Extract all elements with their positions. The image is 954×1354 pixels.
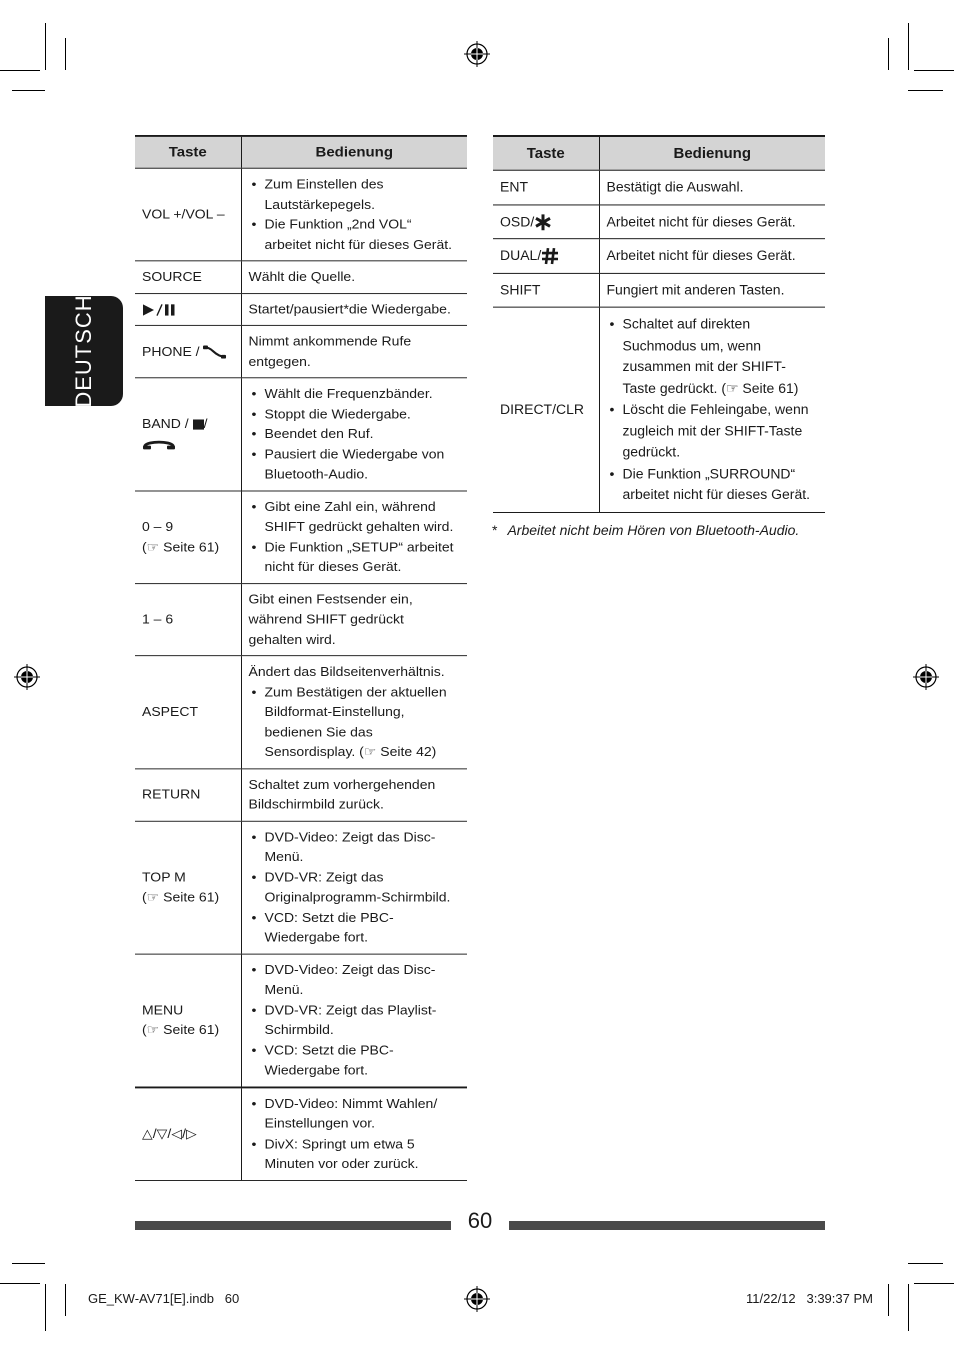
key-cell [493, 307, 599, 512]
key-label: MENU [142, 1001, 184, 1017]
table-row [493, 170, 825, 204]
slug-timestamp: 11/22/12 3:39:37 PM [746, 1291, 873, 1306]
stop-icon [193, 419, 204, 429]
table-row [135, 293, 467, 325]
key-label: OSD/ [500, 212, 535, 229]
page-bar-right [509, 1221, 825, 1230]
registration-mark-icon [13, 663, 41, 691]
hash-icon [541, 247, 559, 265]
operation-bullet: • Wählt die Frequenzbänder. [249, 384, 462, 404]
key-label: SHIFT [500, 281, 541, 298]
operation-text: Arbeitet nicht für dieses Gerät. [606, 247, 796, 263]
page-reference: (☞ Seite 61) [142, 1021, 220, 1037]
crop-mark [914, 70, 954, 71]
key-cell [135, 491, 241, 584]
key-table-left [135, 135, 467, 1181]
crop-mark [914, 1283, 954, 1284]
key-label: VOL +/VOL – [142, 206, 225, 222]
column-header-operation: Bedienung [599, 136, 825, 170]
operation-bullet: • Die Funktion „SURROUND“ arbeitet nicht für dieses Gerät. [607, 463, 820, 506]
key-label: DUAL/ [500, 247, 542, 263]
operation-cell [599, 204, 825, 238]
key-label: ASPECT [142, 703, 199, 719]
table-row [135, 954, 467, 1087]
asterisk-icon [534, 213, 552, 231]
table-row [135, 378, 467, 491]
table-row [493, 239, 825, 273]
phone-call-icon [203, 346, 227, 359]
key-label: △/▽/◁/▷ [142, 1125, 197, 1141]
key-label: RETURN [142, 786, 201, 802]
operation-cell [241, 1087, 467, 1180]
table-row [493, 307, 825, 512]
page-bar-left [135, 1221, 451, 1230]
operation-cell [599, 239, 825, 273]
slug-file-info: GE_KW-AV71[E].indb 60 [88, 1291, 240, 1306]
operation-bullet: • Zum Einstellen des Lautstärkepegels. [249, 174, 462, 214]
operation-bullet: • VCD: Setzt die PBC-Wiedergabe fort. [249, 907, 462, 947]
operation-cell [241, 261, 467, 293]
operation-cell [241, 768, 467, 820]
crop-mark [888, 38, 889, 70]
operation-bullet: • Gibt eine Zahl ein, während SHIFT gedrückt gehalten wird. [249, 497, 462, 537]
crop-mark [888, 1284, 889, 1316]
crop-mark [908, 23, 909, 70]
key-cell [135, 954, 241, 1087]
key-separator: / [203, 415, 208, 431]
table-row [135, 821, 467, 954]
page-reference: (☞ Seite 61) [142, 889, 220, 905]
operation-bullet: • Die Funktion „SETUP“ arbeitet nicht für dieses Gerät. [249, 537, 462, 577]
operation-bullet: • Schaltet auf direkten Suchmodus um, wenn zusammen mit der SHIFT-Taste gedrückt. (☞ Seite 61) [607, 314, 820, 399]
table-row [135, 1087, 467, 1180]
crop-mark [65, 1284, 66, 1316]
crop-mark [908, 1284, 909, 1331]
play-pause-icon [142, 303, 176, 316]
crop-mark [0, 70, 40, 71]
key-cell [135, 168, 241, 261]
key-label: DIRECT/CLR [500, 401, 585, 418]
column-header-key: Taste [135, 136, 241, 168]
footnote-marker: * [492, 522, 498, 538]
operation-cell [241, 821, 467, 954]
key-cell [135, 656, 241, 769]
key-label: TOP M [142, 868, 186, 884]
operation-text: Wählt die Quelle. [248, 268, 356, 284]
key-cell [135, 325, 241, 377]
operation-bullet: • VCD: Setzt die PBC-Wiedergabe fort. [249, 1040, 462, 1080]
crop-mark [45, 1284, 46, 1331]
operation-bullet: • DVD-Video: Zeigt das Disc-Menü. [249, 827, 462, 867]
key-cell [493, 273, 599, 307]
page-reference: (☞ Seite 61) [142, 538, 220, 554]
key-label: 0 – 9 [142, 518, 174, 534]
operation-text: Schaltet zum vorhergehenden Bildschirmbild zurück. [248, 776, 436, 812]
key-cell [135, 821, 241, 954]
crop-mark [65, 38, 66, 70]
table-row [135, 325, 467, 377]
operation-cell [599, 170, 825, 204]
key-cell [135, 378, 241, 491]
operation-bullet: • DivX: Springt um etwa 5 Minuten vor oder zurück. [249, 1134, 462, 1174]
operation-bullet: • Beendet den Ruf. [249, 424, 462, 444]
table-row [135, 168, 467, 261]
column-header-operation: Bedienung [241, 136, 467, 168]
key-label: BAND / [142, 415, 189, 431]
column-header-key: Taste [493, 136, 599, 170]
operation-bullet: • Die Funktion „2nd VOL“ arbeitet nicht für dieses Gerät. [249, 215, 462, 255]
registration-mark-icon [463, 40, 491, 68]
key-cell [135, 293, 241, 325]
table-header-row [135, 136, 467, 168]
operation-cell [241, 491, 467, 584]
table-row [493, 273, 825, 307]
operation-cell [241, 656, 467, 769]
crop-mark [45, 23, 46, 70]
language-tab-label: DEUTSCH [71, 294, 96, 408]
operation-bullet: • Pausiert die Wiedergabe von Bluetooth-Audio. [249, 444, 462, 484]
registration-mark-icon [912, 663, 940, 691]
crop-mark [908, 90, 943, 91]
operation-cell [241, 954, 467, 1087]
operation-bullet: • DVD-Video: Nimmt Wahlen/ Einstellungen vor. [249, 1094, 462, 1134]
operation-text: Fungiert mit anderen Tasten. [606, 281, 785, 298]
footnote [492, 522, 799, 538]
operation-text: Gibt einen Festsender ein, während SHIFT gedrückt gehalten wird. [248, 591, 413, 647]
operation-bullet: • Zum Bestätigen der aktuellen Bildformat-Einstellung, bedienen Sie das Sensordisplay. (☞ Seite 42) [249, 682, 462, 762]
key-table-right [493, 135, 825, 513]
operation-cell [241, 293, 467, 325]
operation-bullet: • DVD-VR: Zeigt das Playlist-Schirmbild. [249, 1000, 462, 1040]
operation-bullet: • Stoppt die Wiedergabe. [249, 404, 462, 424]
operation-text: Nimmt ankommende Rufe entgegen. [248, 333, 412, 369]
key-cell [493, 239, 599, 273]
table-row [135, 261, 467, 293]
operation-cell [241, 378, 467, 491]
key-label: 1 – 6 [142, 611, 174, 627]
operation-text: Arbeitet nicht für dieses Gerät. [606, 212, 796, 229]
crop-mark [12, 1263, 45, 1264]
key-label: ENT [500, 178, 528, 195]
operation-cell [599, 273, 825, 307]
footnote-text: Arbeitet nicht beim Hören von Bluetooth-Audio. [507, 522, 800, 538]
key-cell [135, 583, 241, 656]
operation-text: Bestätigt die Auswahl. [606, 178, 744, 195]
operation-cell [599, 307, 825, 512]
table-row [135, 656, 467, 769]
operation-bullet: • Löscht die Fehleingabe, wenn zugleich mit der SHIFT-Taste gedrückt. [607, 399, 820, 463]
key-cell [493, 204, 599, 238]
key-cell [135, 768, 241, 820]
key-label: PHONE / [142, 343, 200, 359]
operation-cell [241, 325, 467, 377]
table-row [493, 204, 825, 238]
crop-mark [908, 1263, 943, 1264]
table-header-row [493, 136, 825, 170]
operation-bullet: • DVD-Video: Zeigt das Disc-Menü. [249, 960, 462, 1000]
crop-mark [12, 90, 45, 91]
operation-cell [241, 168, 467, 261]
operation-cell [241, 583, 467, 656]
registration-mark-icon [463, 1285, 491, 1313]
table-row [135, 583, 467, 656]
key-label: SOURCE [142, 268, 202, 284]
key-cell [493, 170, 599, 204]
key-cell [135, 1087, 241, 1180]
operation-bullet: • DVD-VR: Zeigt das Originalprogramm-Schirmbild. [249, 867, 462, 907]
table-row [135, 768, 467, 820]
operation-text: Ändert das Bildseitenverhältnis. [248, 663, 445, 679]
hang-up-icon [142, 438, 176, 451]
crop-mark [0, 1283, 40, 1284]
table-row [135, 491, 467, 584]
page-number: 60 [467, 1208, 493, 1233]
operation-text: Startet/pausiert*die Wiedergabe. [248, 301, 451, 317]
key-cell [135, 261, 241, 293]
language-tab [45, 296, 123, 406]
